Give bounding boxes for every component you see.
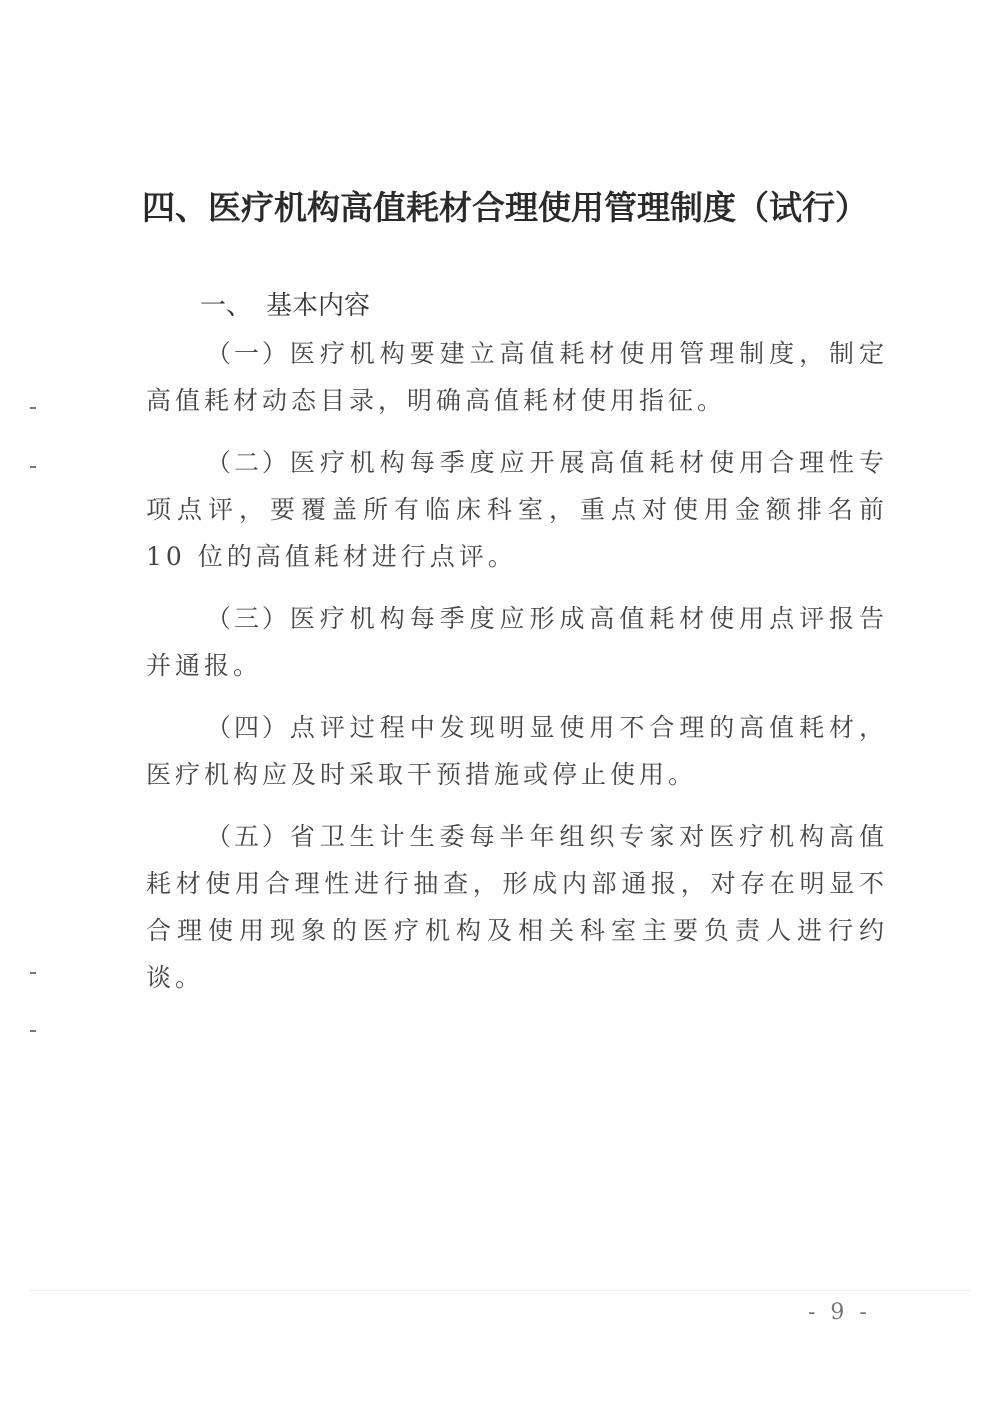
section-heading-text: 基本内容 <box>266 291 371 321</box>
paragraph-5 <box>146 813 888 1001</box>
paragraph-label: （五） <box>206 822 290 851</box>
paragraph-text: 省卫生计生委每半年组织专家对医疗机构高值耗材使用合理性进行抽查，形成内部通报，对存在明显不合理使用现象的医疗机构及相关科室主要负责人进行约谈。 <box>146 822 888 992</box>
paragraph-label: （四） <box>206 713 290 742</box>
scan-mark <box>30 407 36 409</box>
footer-divider <box>30 1290 970 1291</box>
paragraph-text: 点评过程中发现明显使用不合理的高值耗材，医疗机构应及时采取干预措施或停止使用。 <box>146 713 888 789</box>
paragraph-text: 医疗机构要建立高值耗材使用管理制度，制定高值耗材动态目录，明确高值耗材使用指征。 <box>146 339 888 415</box>
page-number: - 9 - <box>808 1300 871 1325</box>
document-title: 四、医疗机构高值耗材合理使用管理制度（试行） <box>142 188 868 227</box>
paragraph-label: （二） <box>206 448 290 477</box>
document-body <box>146 330 888 1016</box>
scan-mark <box>30 1030 36 1032</box>
paragraph-text: 医疗机构每季度应形成高值耗材使用点评报告并通报。 <box>146 604 888 680</box>
paragraph-4 <box>146 704 888 798</box>
paragraph-text: 医疗机构每季度应开展高值耗材使用合理性专项点评，要覆盖所有临床科室，重点对使用金额排名前 10 位的高值耗材进行点评。 <box>146 448 888 571</box>
scan-mark <box>30 972 36 974</box>
paragraph-label: （一） <box>206 339 290 368</box>
paragraph-label: （三） <box>206 604 290 633</box>
section-heading <box>200 284 370 328</box>
paragraph-1 <box>146 330 888 424</box>
paragraph-3 <box>146 595 888 689</box>
scan-mark <box>30 466 36 468</box>
section-number: 一、 <box>200 291 253 321</box>
paragraph-2 <box>146 439 888 580</box>
